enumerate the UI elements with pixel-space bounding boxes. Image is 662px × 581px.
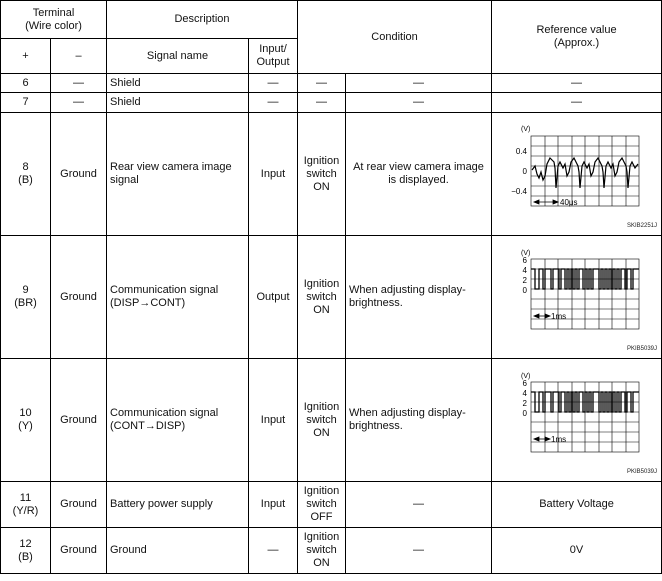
- condition-switch: Ignition switch ON: [298, 528, 346, 574]
- condition-switch: Ignition switch ON: [298, 236, 346, 359]
- terminal-minus: Ground: [51, 359, 107, 482]
- input-output: Input: [249, 359, 298, 482]
- header-reference-value: Reference value (Approx.): [492, 1, 662, 74]
- reference-value: —: [492, 74, 662, 93]
- condition-switch: Ignition switch ON: [298, 359, 346, 482]
- condition-switch: Ignition switch OFF: [298, 482, 346, 528]
- waveform-unit: (V): [521, 126, 531, 133]
- terminal-plus: 8 (B): [1, 113, 51, 236]
- condition-detail: At rear view camera image is displayed.: [346, 113, 492, 236]
- terminal-minus: —: [51, 93, 107, 113]
- header-description: Description: [107, 1, 298, 39]
- header-condition: Condition: [298, 1, 492, 74]
- time-scale-label: 1ms: [551, 435, 567, 444]
- condition-detail: When adjusting display- brightness.: [346, 359, 492, 482]
- table-row: [1, 236, 662, 359]
- reference-waveform: [492, 359, 662, 482]
- condition-detail: —: [346, 482, 492, 528]
- table-row: [1, 528, 662, 574]
- condition-switch: —: [298, 93, 346, 113]
- terminal-minus: Ground: [51, 482, 107, 528]
- waveform-tick: 0.4: [515, 147, 528, 156]
- input-output: —: [249, 528, 298, 574]
- header-terminal: Terminal (Wire color): [1, 1, 107, 39]
- reference-value: Battery Voltage: [492, 482, 662, 528]
- terminal-minus: —: [51, 74, 107, 93]
- terminal-plus: 7: [1, 93, 51, 113]
- condition-detail: —: [346, 93, 492, 113]
- waveform-tick: 2: [522, 276, 528, 285]
- header-minus: –: [51, 39, 107, 74]
- table-row: [1, 359, 662, 482]
- header-plus: +: [1, 39, 51, 74]
- signal-name: Shield: [107, 74, 249, 93]
- condition-detail: —: [346, 74, 492, 93]
- input-output: Input: [249, 113, 298, 236]
- signal-name: Shield: [107, 93, 249, 113]
- input-output: —: [249, 93, 298, 113]
- terminal-plus: 9 (BR): [1, 236, 51, 359]
- figure-code: PKIB5039J: [626, 469, 658, 475]
- header-signal-name: Signal name: [107, 39, 249, 74]
- condition-detail: —: [346, 528, 492, 574]
- figure-code: PKIB5039J: [626, 346, 658, 352]
- time-scale-label: 1ms: [551, 312, 567, 321]
- terminal-plus: 11 (Y/R): [1, 482, 51, 528]
- condition-switch: —: [298, 74, 346, 93]
- waveform-tick: 0: [522, 167, 528, 176]
- waveform-tick: 4: [522, 389, 528, 398]
- condition-switch: Ignition switch ON: [298, 113, 346, 236]
- figure-code: SKIB2251J: [626, 223, 658, 229]
- terminal-plus: 12 (B): [1, 528, 51, 574]
- time-scale-arrow: [534, 437, 550, 441]
- table-row: [1, 74, 662, 93]
- reference-value: —: [492, 93, 662, 113]
- reference-waveform: [492, 113, 662, 236]
- waveform-unit: (V): [521, 373, 531, 380]
- reference-waveform: [492, 236, 662, 359]
- terminal-minus: Ground: [51, 236, 107, 359]
- time-scale-arrow: [534, 314, 550, 318]
- table-row: [1, 482, 662, 528]
- input-output: Output: [249, 236, 298, 359]
- table-row: [1, 113, 662, 236]
- waveform-unit: (V): [521, 250, 531, 257]
- waveform-tick: 6: [522, 256, 528, 265]
- terminal-plus: 6: [1, 74, 51, 93]
- time-scale-label: 40μs: [560, 198, 578, 207]
- waveform-tick: 0: [522, 286, 528, 295]
- waveform-tick: 4: [522, 266, 528, 275]
- signal-name: Battery power supply: [107, 482, 249, 528]
- condition-detail: When adjusting display- brightness.: [346, 236, 492, 359]
- signal-name: Communication signal (CONT→DISP): [107, 359, 249, 482]
- terminal-minus: Ground: [51, 528, 107, 574]
- waveform-cont-disp: [495, 364, 657, 476]
- waveform-tick: −0.4: [511, 187, 528, 196]
- waveform-video-signal: [495, 118, 657, 230]
- signal-name: Ground: [107, 528, 249, 574]
- reference-value: 0V: [492, 528, 662, 574]
- waveform-tick: 0: [522, 409, 528, 418]
- signal-name: Rear view camera image signal: [107, 113, 249, 236]
- waveform-tick: 6: [522, 379, 528, 388]
- header-input-output: Input/ Output: [249, 39, 298, 74]
- input-output: —: [249, 74, 298, 93]
- terminal-minus: Ground: [51, 113, 107, 236]
- table-row: [1, 93, 662, 113]
- signal-name: Communication signal (DISP→CONT): [107, 236, 249, 359]
- waveform-tick: 2: [522, 399, 528, 408]
- time-scale-arrow: [534, 200, 558, 204]
- waveform-disp-cont: [495, 241, 657, 353]
- terminal-plus: 10 (Y): [1, 359, 51, 482]
- input-output: Input: [249, 482, 298, 528]
